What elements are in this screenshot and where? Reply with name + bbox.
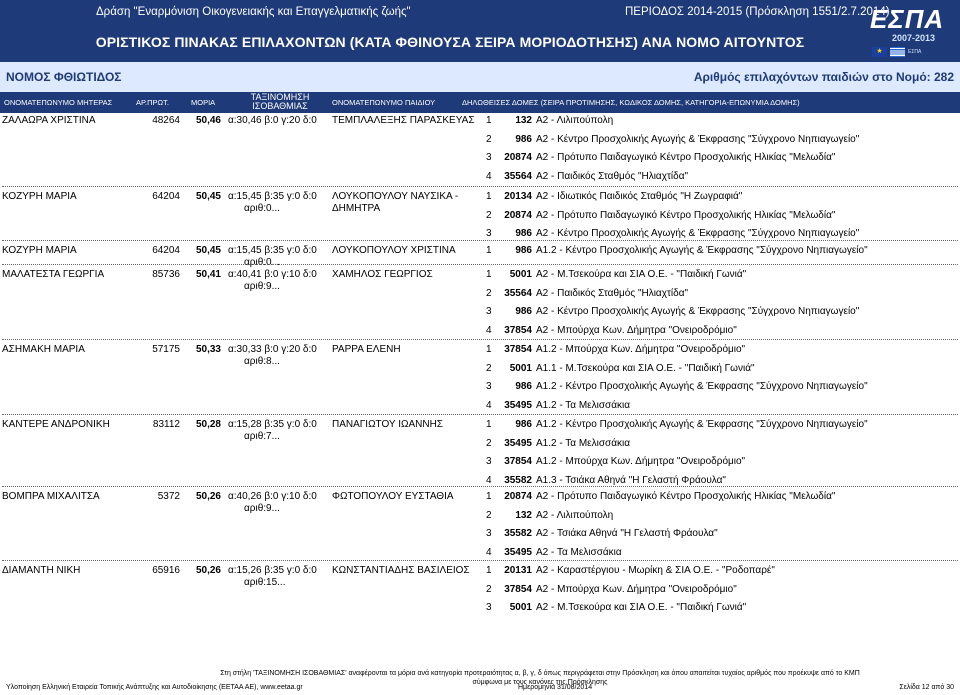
header-score: ΜΟΡΙΑ bbox=[191, 98, 216, 107]
score: 50,26 bbox=[195, 565, 221, 576]
footer-note-line2: σύμφωνα με τους κανόνες της Πρόσκλησης bbox=[472, 679, 608, 686]
facility-code: 35495 bbox=[504, 547, 532, 559]
flags bbox=[872, 47, 956, 57]
preference-facility bbox=[496, 584, 737, 596]
facility-name: Α2 - Παιδικός Σταθμός "Ηλιαχτίδα" bbox=[536, 171, 689, 183]
tiebreak-ranking: α:30,46 β:0 γ:20 δ:0 bbox=[228, 115, 317, 126]
facility-code: 35495 bbox=[504, 437, 532, 449]
child-name-cont: ΔΗΜΗΤΡΑ bbox=[332, 203, 381, 214]
row-separator bbox=[2, 560, 958, 561]
tiebreak-ranking: α:30,33 β:0 γ:20 δ:0 bbox=[228, 344, 317, 355]
facility-name: Α2 - Κέντρο Προσχολικής Αγωγής & Έκφρασης "Σύγχρονο Νηπιαγωγείο" bbox=[536, 228, 860, 240]
facility-code: 20874 bbox=[504, 152, 532, 164]
facility-code: 132 bbox=[515, 509, 532, 521]
facility-code: 5001 bbox=[509, 602, 532, 614]
mother-name: ΒΟΜΠΡΑ ΜΙΧΑΛΙΤΣΑ bbox=[2, 491, 100, 502]
preference-facility bbox=[496, 565, 775, 577]
tiebreak-random: αριθ:9... bbox=[244, 503, 280, 514]
child-name: ΡΑΡΡΑ ΕΛΕΝΗ bbox=[332, 344, 401, 355]
facility-name: Α2 - Κέντρο Προσχολικής Αγωγής & Έκφρασης "Σύγχρονο Νηπιαγωγείο" bbox=[536, 133, 860, 145]
preference-order: 1 bbox=[486, 115, 492, 126]
registration-number: 5372 bbox=[157, 491, 180, 502]
facility-code: 37854 bbox=[504, 325, 532, 337]
preference-order: 1 bbox=[486, 344, 492, 355]
facility-code: 20874 bbox=[504, 491, 532, 502]
row-separator bbox=[2, 240, 958, 241]
facility-name: Α2 - Παιδικός Σταθμός "Ηλιαχτίδα" bbox=[536, 287, 689, 299]
score: 50,33 bbox=[195, 344, 221, 355]
footer-note-line1: Στη στήλη 'ΤΑΞΙΝΟΜΗΣΗ ΙΣΟΒΑΘΜΙΑΣ' αναφέρονται τα μόρια ανά κατηγορία προτεραιότητας α, β, γ, δ όπως περιγράφεται στην Πρόσκληση και όπου απαιτείται τυχαίος αριθμός που προέκυψε από το ΚΜΠ bbox=[220, 670, 860, 677]
preference-order: 3 bbox=[486, 602, 492, 614]
preference-order: 1 bbox=[486, 419, 492, 430]
preference-order: 2 bbox=[486, 209, 492, 221]
tiebreak-random: αριθ:0... bbox=[244, 203, 280, 214]
preference-facility bbox=[496, 245, 868, 257]
child-name: ΛΟΥΚΟΠΟΥΛΟΥ ΧΡΙΣΤΙΝΑ bbox=[332, 245, 456, 256]
facility-name: Α2 - Πρότυπο Παιδαγωγικό Κέντρο Προσχολικής Ηλικίας "Μελωδία" bbox=[536, 152, 836, 164]
facility-name: Α2 - Μ.Τσεκούρα και ΣΙΑ Ο.Ε. - "Παιδική Γωνιά" bbox=[536, 602, 747, 614]
preference-order: 4 bbox=[486, 400, 492, 412]
facility-code: 986 bbox=[515, 133, 532, 145]
header-rank-line2: ΙΣΟΒΑΘΜΙΑΣ bbox=[252, 101, 308, 111]
mother-name: ΜΑΛΑΤΕΣΤΑ ΓΕΩΡΓΙΑ bbox=[2, 269, 105, 280]
preference-facility bbox=[496, 171, 688, 183]
facility-code: 35564 bbox=[504, 287, 532, 299]
preference-facility bbox=[496, 191, 742, 203]
facility-name: Α1.2 - Μπούρχα Κων. Δήμητρα "Ονειροδρόμιο" bbox=[536, 344, 746, 355]
preference-facility bbox=[496, 152, 835, 164]
facility-code: 5001 bbox=[509, 362, 532, 374]
preference-facility bbox=[496, 210, 835, 222]
facility-code: 986 bbox=[515, 381, 532, 393]
score: 50,45 bbox=[195, 191, 221, 202]
facility-code: 35582 bbox=[504, 528, 532, 540]
preference-order: 1 bbox=[486, 491, 492, 502]
score: 50,45 bbox=[195, 245, 221, 256]
header-mother: ΟΝΟΜΑΤΕΠΩΝΥΜΟ ΜΗΤΕΡΑΣ bbox=[4, 98, 113, 107]
espa-logo-years: 2007-2013 bbox=[892, 33, 936, 43]
page-number: Σελίδα 12 από 30 bbox=[899, 684, 954, 691]
preference-facility bbox=[496, 456, 745, 468]
preference-facility bbox=[496, 134, 859, 146]
facility-code: 35582 bbox=[504, 475, 532, 487]
preference-order: 4 bbox=[486, 171, 492, 183]
registration-number: 48264 bbox=[152, 115, 180, 126]
facility-name: Α2 - Τσιάκα Αθηνά "Η Γελαστή Φράουλα" bbox=[536, 528, 718, 540]
preference-facility bbox=[496, 491, 835, 503]
tiebreak-random: αριθ:8... bbox=[244, 356, 280, 367]
preference-order: 2 bbox=[486, 133, 492, 145]
facility-code: 20874 bbox=[504, 209, 532, 221]
facility-code: 5001 bbox=[509, 269, 532, 280]
registration-number: 85736 bbox=[152, 269, 180, 280]
preference-facility bbox=[496, 363, 755, 375]
facility-name: Α2 - Καραστέργιου - Μωρίκη & ΣΙΑ Ο.Ε. - "Ροδοπαρέ" bbox=[536, 565, 775, 576]
preference-facility bbox=[496, 510, 613, 522]
facility-name: Α2 - Ιδιωτικός Παιδικός Σταθμός "Η Ζωγραφιά" bbox=[536, 191, 743, 202]
mother-name: ΚΟΖΥΡΗ ΜΑΡΙΑ bbox=[2, 245, 77, 256]
facility-name: Α2 - Μπούρχα Κων. Δήμητρα "Ονειροδρόμιο" bbox=[536, 325, 737, 337]
preference-facility bbox=[496, 381, 868, 393]
preference-order: 1 bbox=[486, 191, 492, 202]
row-separator bbox=[2, 264, 958, 265]
facility-code: 37854 bbox=[504, 456, 532, 468]
facility-name: Α2 - Μ.Τσεκούρα και ΣΙΑ Ο.Ε. - "Παιδική Γωνιά" bbox=[536, 269, 747, 280]
facility-name: Α2 - Πρότυπο Παιδαγωγικό Κέντρο Προσχολικής Ηλικίας "Μελωδία" bbox=[536, 209, 836, 221]
preference-order: 3 bbox=[486, 306, 492, 318]
preference-order: 4 bbox=[486, 475, 492, 487]
mother-name: ΚΑΝΤΕΡΕ ΑΝΔΡΟΝΙΚΗ bbox=[2, 419, 110, 430]
registration-number: 65916 bbox=[152, 565, 180, 576]
program-title: Δράση "Εναρμόνιση Οικογενειακής και Επαγγελματικής ζωής" bbox=[96, 6, 411, 18]
espa-logo-tag: ΕΣΠΑ bbox=[908, 49, 922, 55]
preference-facility bbox=[496, 269, 746, 281]
child-name: ΚΩΝΣΤΑΝΤΙΑΔΗΣ ΒΑΣΙΛΕΙΟΣ bbox=[332, 565, 470, 576]
footer-credits: Υλοποίηση Ελληνική Εταιρεία Τοπικής Ανάπτυξης και Αυτοδιοίκησης (ΕΕΤΑΑ ΑΕ), www.eetaa.gr bbox=[6, 684, 303, 691]
facility-code: 986 bbox=[515, 419, 532, 430]
preference-facility bbox=[496, 115, 613, 127]
registration-number: 64204 bbox=[152, 245, 180, 256]
preference-facility bbox=[496, 528, 718, 540]
child-name: ΦΩΤΟΠΟΥΛΟΥ ΕΥΣΤΑΘΙΑ bbox=[332, 491, 454, 502]
header-child: ΟΝΟΜΑΤΕΠΩΝΥΜΟ ΠΑΙΔΙΟΥ bbox=[332, 98, 436, 107]
facility-code: 20134 bbox=[504, 191, 532, 202]
facility-name: Α1.2 - Μπούρχα Κων. Δήμητρα "Ονειροδρόμιο" bbox=[536, 456, 746, 468]
period-label: ΠΕΡΙΟΔΟΣ 2014-2015 (Πρόσκληση 1551/2.7.2014) bbox=[625, 6, 890, 18]
page-title: ΟΡΙΣΤΙΚΟΣ ΠΙΝΑΚΑΣ ΕΠΙΛΑΧΟΝΤΩΝ (ΚΑΤΑ ΦΘΙΝΟΥΣΑ ΣΕΙΡΑ ΜΟΡΙΟΔΟΤΗΣΗΣ) ΑΝΑ ΝΟΜΟ ΑΙΤΟΥΝΤΟΣ bbox=[95, 34, 805, 50]
mother-name: ΑΣΗΜΑΚΗ ΜΑΡΙΑ bbox=[2, 344, 85, 355]
row-separator bbox=[2, 414, 958, 415]
tiebreak-ranking: α:15,45 β:35 γ:0 δ:0 bbox=[228, 191, 317, 202]
eu-flag-icon: ★ bbox=[872, 47, 887, 57]
child-name: ΛΟΥΚΟΠΟΥΛΟΥ ΝΑΥΣΙΚΑ - bbox=[332, 191, 459, 202]
facility-code: 20131 bbox=[504, 565, 532, 576]
facility-code: 37854 bbox=[504, 344, 532, 355]
tiebreak-random: αριθ:9... bbox=[244, 281, 280, 292]
registration-number: 57175 bbox=[152, 344, 180, 355]
facility-name: Α1.3 - Τσιάκα Αθηνά "Η Γελαστή Φράουλα" bbox=[536, 475, 726, 487]
tiebreak-random: αριθ:7... bbox=[244, 431, 280, 442]
facility-code: 37854 bbox=[504, 583, 532, 595]
espa-logo-word: ΕΣΠΑ bbox=[870, 4, 945, 34]
facility-name: Α1.2 - Κέντρο Προσχολικής Αγωγής & Έκφρασης "Σύγχρονο Νηπιαγωγείο" bbox=[536, 419, 868, 430]
header-reg: ΑΡ.ΠΡΩΤ. bbox=[136, 98, 169, 107]
score: 50,41 bbox=[195, 269, 221, 280]
score: 50,26 bbox=[195, 491, 221, 502]
tiebreak-ranking: α:15,26 β:35 γ:0 δ:0 bbox=[228, 565, 317, 576]
tiebreak-ranking: α:40,41 β:0 γ:10 δ:0 bbox=[228, 269, 317, 280]
facility-name: Α1.2 - Τα Μελισσάκια bbox=[536, 400, 630, 412]
preference-order: 3 bbox=[486, 528, 492, 540]
registration-number: 64204 bbox=[152, 191, 180, 202]
facility-code: 35495 bbox=[504, 400, 532, 412]
facility-name: Α2 - Πρότυπο Παιδαγωγικό Κέντρο Προσχολικής Ηλικίας "Μελωδία" bbox=[536, 491, 836, 502]
tiebreak-random: αριθ:0... bbox=[244, 257, 280, 268]
preference-order: 1 bbox=[486, 245, 492, 256]
facility-name: Α1.2 - Κέντρο Προσχολικής Αγωγής & Έκφρασης "Σύγχρονο Νηπιαγωγείο" bbox=[536, 381, 868, 393]
child-name: ΠΑΝΑΓΙΩΤΟΥ ΙΩΑΝΝΗΣ bbox=[332, 419, 443, 430]
preference-order: 2 bbox=[486, 583, 492, 595]
child-name: ΧΑΜΗΛΟΣ ΓΕΩΡΓΙΟΣ bbox=[332, 269, 433, 280]
mother-name: ΔΙΑΜΑΝΤΗ ΝΙΚΗ bbox=[2, 565, 81, 576]
preference-order: 2 bbox=[486, 362, 492, 374]
preference-order: 2 bbox=[486, 437, 492, 449]
tiebreak-random: αριθ:15... bbox=[244, 577, 286, 588]
preference-facility bbox=[496, 400, 630, 412]
mother-name: ΚΟΖΥΡΗ ΜΑΡΙΑ bbox=[2, 191, 77, 202]
facility-name: Α2 - Μπούρχα Κων. Δήμητρα "Ονειροδρόμιο" bbox=[536, 583, 737, 595]
preference-order: 4 bbox=[486, 325, 492, 337]
preference-order: 3 bbox=[486, 152, 492, 164]
preference-order: 3 bbox=[486, 456, 492, 468]
preference-facility bbox=[496, 438, 630, 450]
facility-name: Α2 - Λιλιπούπολη bbox=[536, 509, 614, 521]
child-name: ΤΕΜΠΛΑΛΕΞΗΣ ΠΑΡΑΣΚΕΥΑΣ bbox=[332, 115, 475, 126]
footer-date: Ημερομηνία 31/08/2014 bbox=[518, 684, 593, 691]
preference-facility bbox=[496, 344, 745, 356]
preference-facility bbox=[496, 325, 737, 337]
facility-code: 986 bbox=[515, 228, 532, 240]
header-rank-line1: ΤΑΞΙΝΟΜΗΣΗ bbox=[250, 92, 310, 102]
preference-order: 2 bbox=[486, 287, 492, 299]
preference-facility bbox=[496, 547, 622, 559]
espa-logo bbox=[868, 4, 958, 60]
children-count: Αριθμός επιλαχόντων παιδιών στο Νομό: 282 bbox=[693, 70, 954, 84]
preference-facility bbox=[496, 306, 859, 318]
facility-code: 35564 bbox=[504, 171, 532, 183]
row-separator bbox=[2, 339, 958, 340]
facility-code: 132 bbox=[515, 115, 532, 126]
tiebreak-ranking: α:15,45 β:35 γ:0 δ:0 bbox=[228, 245, 317, 256]
facility-name: Α2 - Λιλιπούπολη bbox=[536, 115, 614, 126]
row-separator bbox=[2, 486, 958, 487]
tiebreak-ranking: α:40,26 β:0 γ:10 δ:0 bbox=[228, 491, 317, 502]
preference-order: 4 bbox=[486, 547, 492, 559]
score: 50,28 bbox=[195, 419, 221, 430]
prefecture-label: ΝΟΜΟΣ ΦΘΙΩΤΙΔΟΣ bbox=[6, 70, 122, 84]
preference-facility bbox=[496, 228, 859, 240]
registration-number: 83112 bbox=[152, 419, 180, 430]
tiebreak-ranking: α:15,28 β:35 γ:0 δ:0 bbox=[228, 419, 317, 430]
facility-name: Α1.2 - Κέντρο Προσχολικής Αγωγής & Έκφρασης "Σύγχρονο Νηπιαγωγείο" bbox=[536, 245, 868, 256]
facility-code: 986 bbox=[515, 245, 532, 256]
mother-name: ΖΑΛΑΩΡΑ ΧΡΙΣΤΙΝΑ bbox=[2, 115, 96, 126]
preference-order: 3 bbox=[486, 381, 492, 393]
facility-code: 986 bbox=[515, 306, 532, 318]
preference-order: 1 bbox=[486, 269, 492, 280]
header-prefs: ΔΗΛΩΘΕΙΣΕΣ ΔΟΜΕΣ (ΣΕΙΡΑ ΠΡΟΤΙΜΗΣΗΣ, ΚΩΔΙΚΟΣ ΔΟΜΗΣ, ΚΑΤΗΓΟΡΙΑ-ΕΠΩΝΥΜΙΑ ΔΟΜΗΣ) bbox=[462, 98, 800, 107]
facility-name: Α1.2 - Τα Μελισσάκια bbox=[536, 437, 630, 449]
score: 50,46 bbox=[195, 115, 221, 126]
preference-facility bbox=[496, 602, 746, 614]
preference-order: 2 bbox=[486, 509, 492, 521]
row-separator bbox=[2, 186, 958, 187]
facility-name: Α2 - Τα Μελισσάκια bbox=[536, 547, 622, 559]
preference-order: 3 bbox=[486, 228, 492, 240]
greek-flag-icon bbox=[890, 47, 905, 57]
preference-facility bbox=[496, 419, 868, 431]
facility-name: Α2 - Κέντρο Προσχολικής Αγωγής & Έκφρασης "Σύγχρονο Νηπιαγωγείο" bbox=[536, 306, 860, 318]
preference-facility bbox=[496, 288, 688, 300]
preference-order: 1 bbox=[486, 565, 492, 576]
header-rank bbox=[236, 93, 324, 111]
facility-name: Α1.1 - Μ.Τσεκούρα και ΣΙΑ Ο.Ε. - "Παιδική Γωνιά" bbox=[536, 362, 755, 374]
